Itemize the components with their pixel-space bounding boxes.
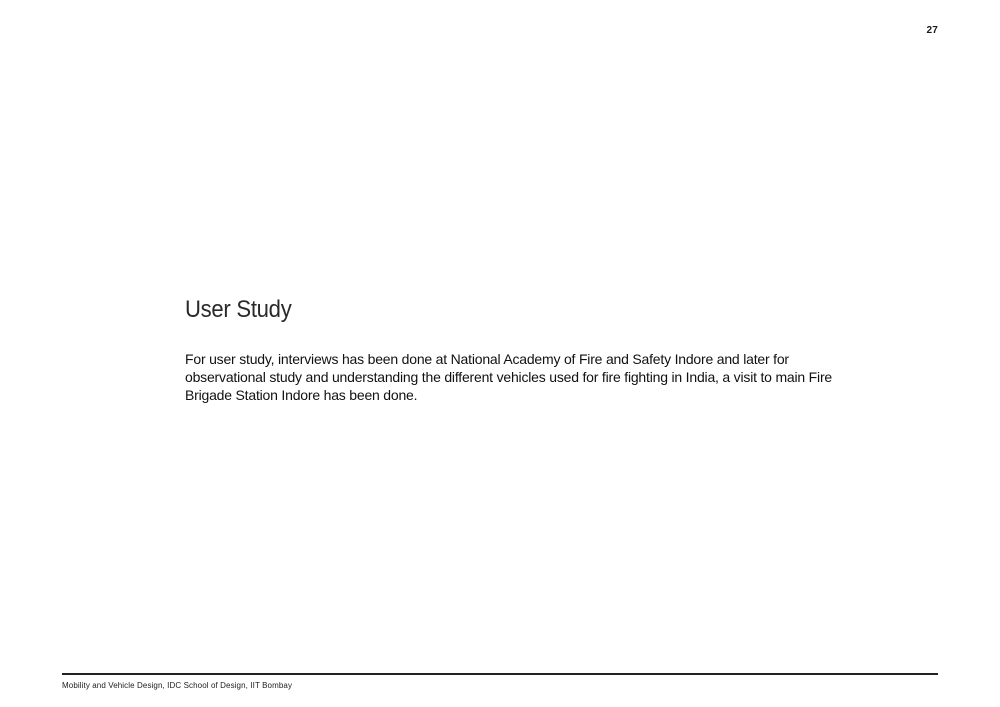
footer-divider	[62, 673, 938, 675]
section-title: User Study	[185, 296, 292, 323]
footer-text: Mobility and Vehicle Design, IDC School of Design, IIT Bombay	[62, 681, 293, 690]
page-number: 27	[926, 25, 938, 36]
section-content	[185, 296, 835, 404]
section-body-text: For user study, interviews has been done at National Academy of Fire and Safety Indore and later for observational study and understanding the different vehicles used for fire fighting in India, a visit to main Fire Brigade Station Indore has been done.	[185, 351, 832, 403]
